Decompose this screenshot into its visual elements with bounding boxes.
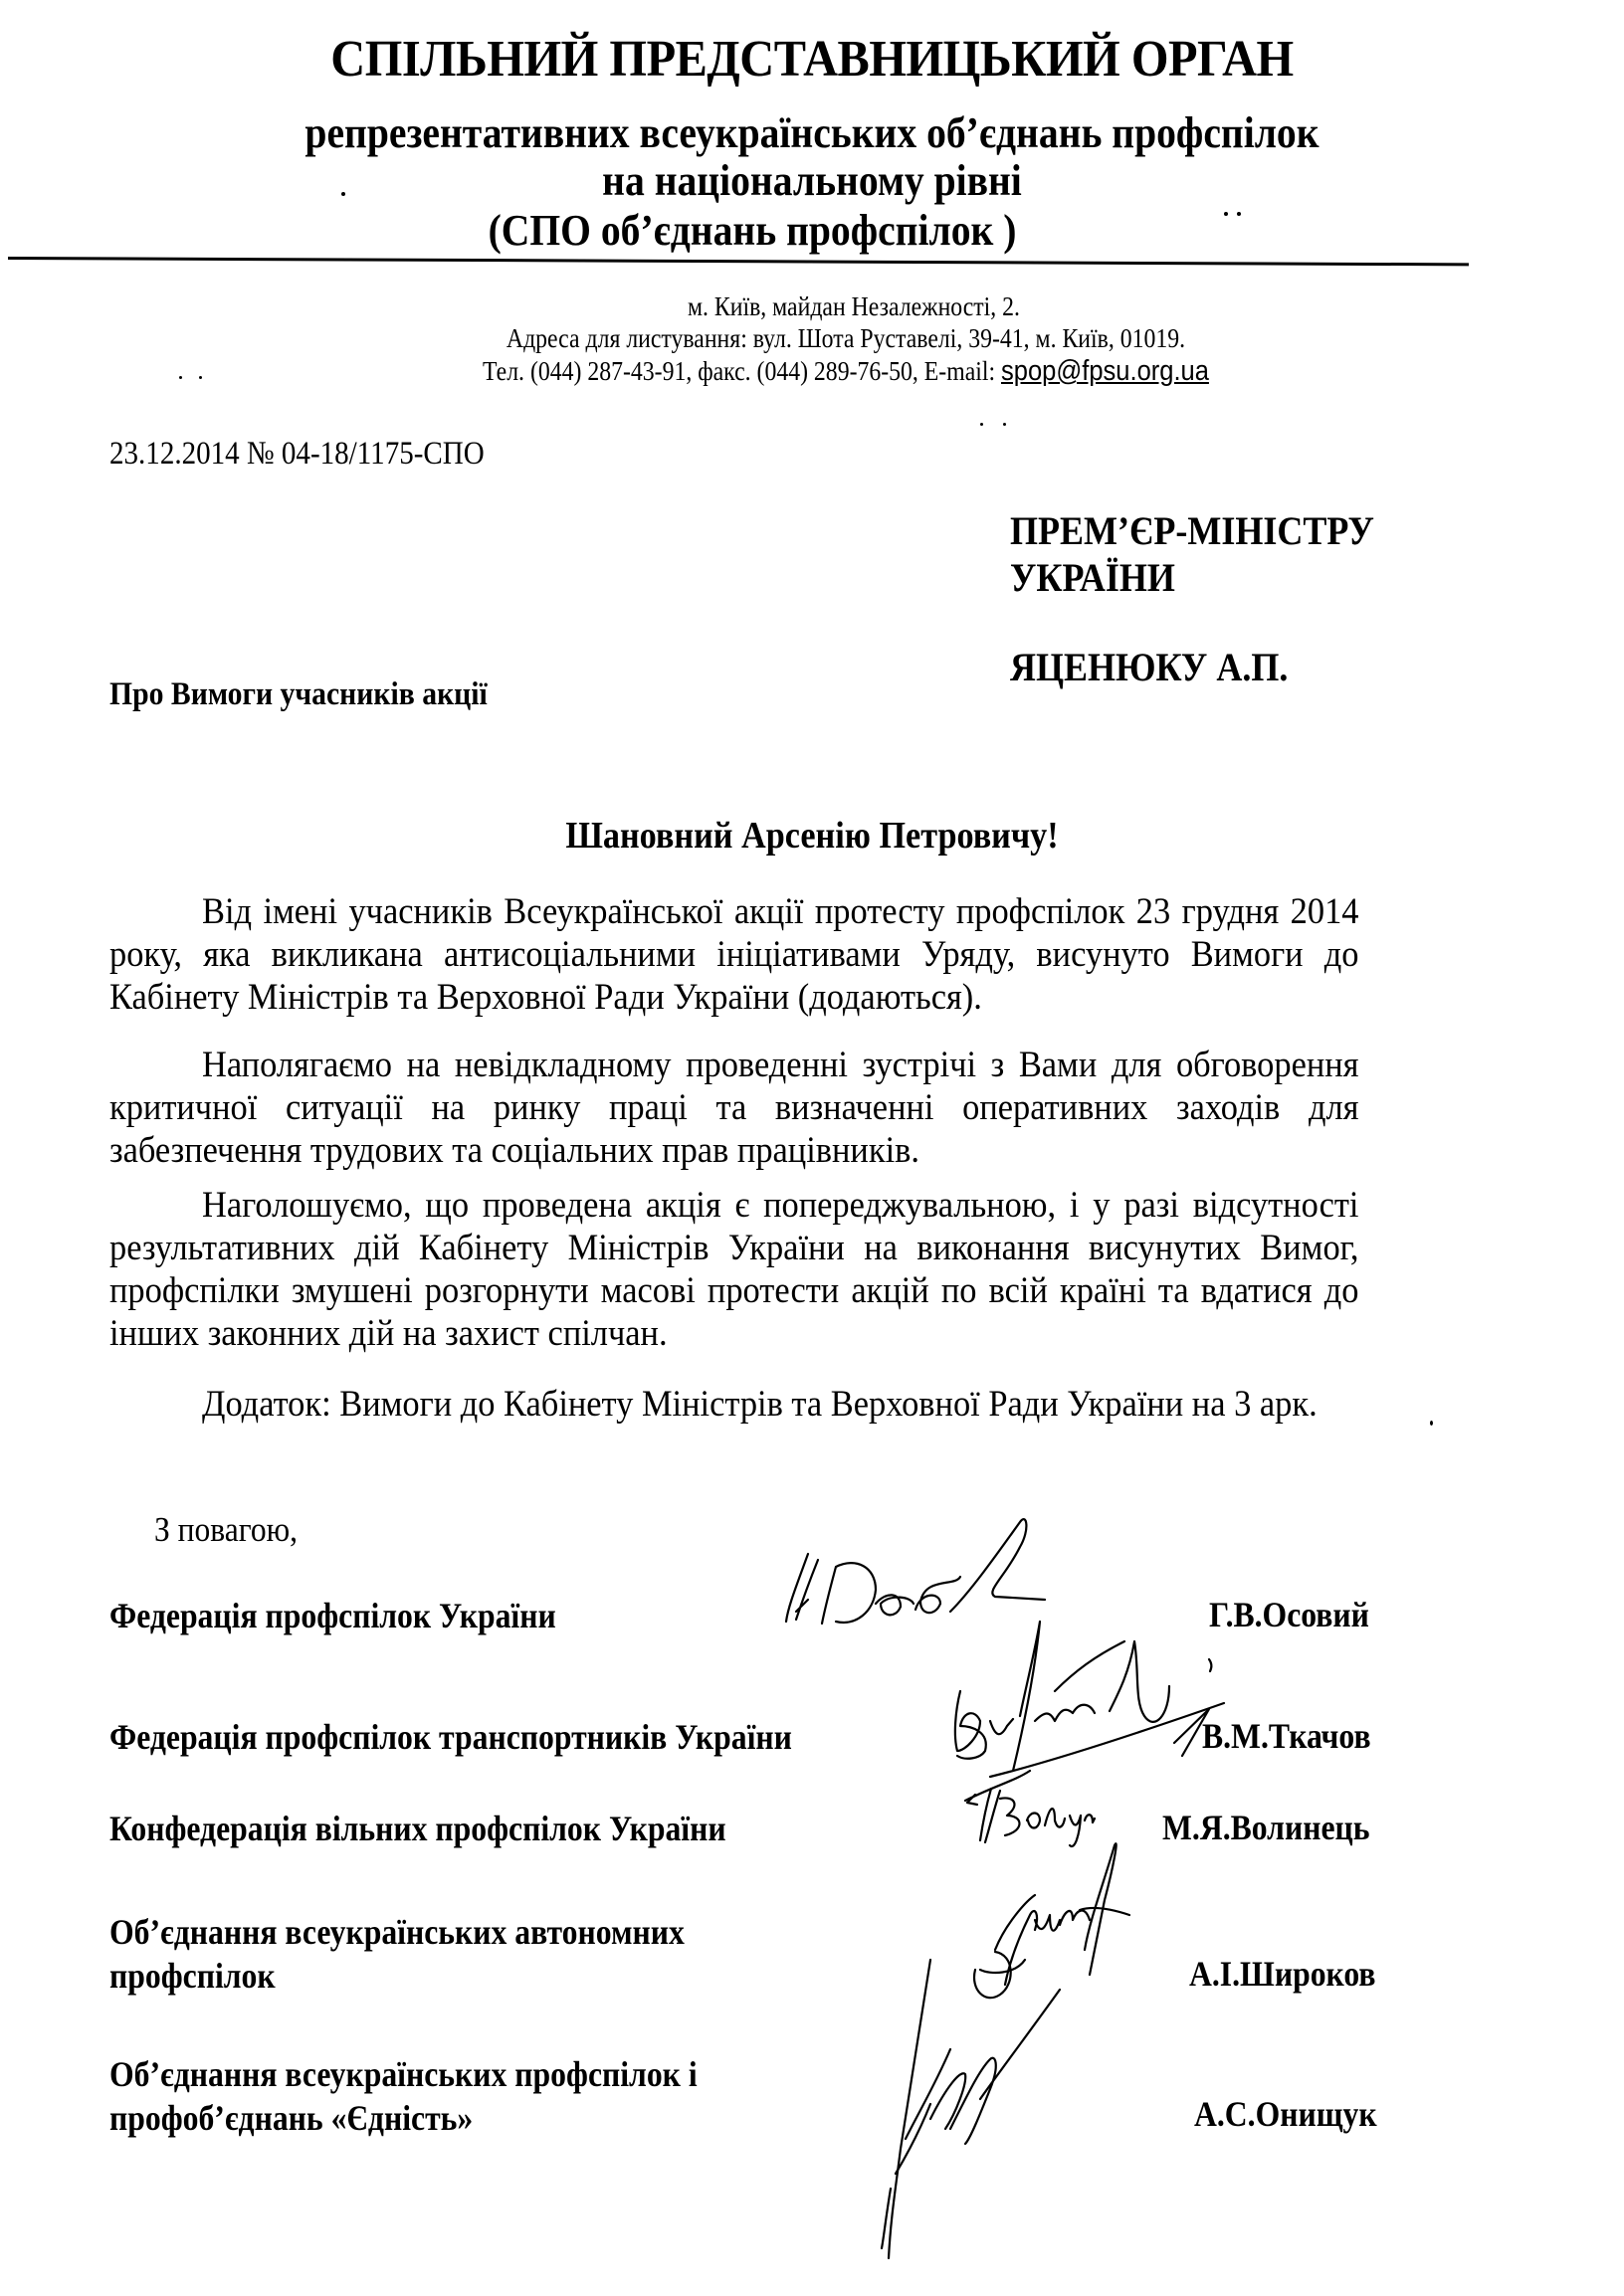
letter-subject: Про Вимоги учасників акції — [109, 676, 488, 712]
greeting: Шановний Арсенію Петровичу! — [565, 815, 1059, 857]
org-line: Об’єднання всеукраїнських автономних — [109, 1912, 685, 1952]
letterhead-title: СПІЛЬНИЙ ПРЕДСТАВНИЦЬКИЙ ОРГАН — [330, 31, 1294, 88]
email-link[interactable]: spop@fpsu.org.ua — [1000, 355, 1209, 387]
signatory-name-3: М.Я.Волинець — [1162, 1808, 1370, 1847]
addressee-title: ПРЕМ’ЄР-МІНІСТРУ — [1010, 508, 1374, 553]
letterhead-subtitle-line1: репрезентативних всеукраїнських об’єднань профспілок — [304, 108, 1320, 157]
signature-volynets — [965, 1771, 1095, 1846]
addressee-country: УКРАЇНИ — [1010, 555, 1175, 600]
signature-tkachov — [955, 1622, 1224, 1777]
address-line-2: Адреса для листування: вул. Шота Руставелі, 39-41, м. Київ, 01019. — [506, 323, 1186, 353]
address-line-1: м. Київ, майдан Незалежності, 2. — [688, 291, 1020, 321]
paragraph-text: Від імені учасників Всеукраїнської акції протесту профспілок 23 грудня 2014 року, яка викликана антисоціальними ініціативами Уряду, висунуто Вимоги до Кабінету Міністрів та Верховної Ради України (додаються). — [109, 891, 1359, 1018]
signatory-name-1: Г.В.Осовий — [1209, 1595, 1369, 1634]
signatory-org-2: Федерація профспілок транспортників України — [109, 1717, 792, 1757]
paragraph-text: Наполягаємо на невідкладному проведенні зустрічі з Вами для обговорення критичної ситуації на ринку праці та визначенні оперативних заходів для забезпечення трудових та соціальних прав працівників. — [109, 1045, 1359, 1171]
letterhead-subtitle-line2: на національному рівні — [602, 156, 1022, 205]
paragraph-text: Додаток: Вимоги до Кабінету Міністрів та Верховної Ради України на 3 арк. — [202, 1384, 1318, 1425]
letterhead-short-name: (СПО об’єднань профспілок ) — [488, 206, 1017, 255]
phone-fax: Тел. (044) 287-43-91, факс. (044) 289-76-50, E-mail: — [483, 356, 1001, 386]
signatory-name-4: А.І.Широков — [1189, 1954, 1376, 1994]
signature-shyrokov — [974, 1843, 1129, 1998]
signatory-name-2: В.М.Ткачов — [1202, 1716, 1371, 1756]
addressee-name: ЯЦЕНЮКУ А.П. — [1010, 645, 1289, 689]
org-line: профоб’єднань «Єдність» — [109, 2098, 474, 2138]
signatory-org-1: Федерація профспілок України — [109, 1596, 556, 1635]
org-line: Об’єднання всеукраїнських профспілок і — [109, 2054, 698, 2094]
document-reference: 23.12.2014 № 04-18/1175-СПО — [109, 436, 485, 472]
closing: З повагою, — [154, 1510, 298, 1549]
paragraph-text: Наголошуємо, що проведена акція є попереджувальною, і у разі відсутності результативних дій Кабінету Міністрів України на виконання висунутих Вимог, профспілки змушені розгорнути масові протести акцій по всій країні та вдатися до інших законних дій на захист спілчан. — [109, 1185, 1359, 1354]
signature-onyshchuk — [882, 1960, 1060, 2258]
signatory-name-5: А.С.Онищук — [1194, 2094, 1377, 2134]
signatory-org-3: Конфедерація вільних профспілок України — [109, 1809, 726, 1848]
org-line: профспілок — [109, 1956, 276, 1996]
signature-osovyi — [786, 1519, 1045, 1624]
